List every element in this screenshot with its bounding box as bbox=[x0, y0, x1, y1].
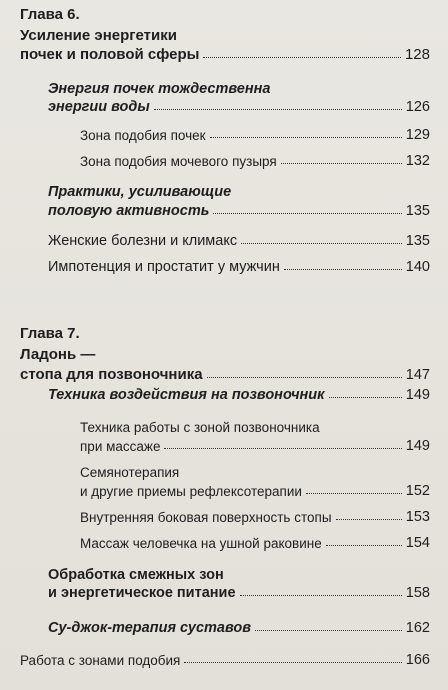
toc-entry-ear-massage[interactable] bbox=[80, 535, 430, 551]
page-number: 140 bbox=[405, 259, 430, 275]
entry-seed-therapy-line2: и другие приемы рефлексотерапии bbox=[80, 484, 302, 499]
entry-title: Импотенция и простатит у мужчин bbox=[48, 259, 280, 275]
page-number: 135 bbox=[405, 203, 430, 219]
section-adjacent-zones-line2: и энергетическое питание bbox=[48, 585, 236, 601]
dot-leader bbox=[184, 661, 401, 663]
page-number: 135 bbox=[405, 233, 430, 249]
dot-leader bbox=[241, 242, 402, 244]
entry-spine-zone-line1: Техника работы с зоной позвоночника bbox=[80, 420, 320, 435]
toc-entry-impotence[interactable] bbox=[48, 259, 430, 275]
entry-title: Массаж человечка на ушной раковине bbox=[80, 536, 322, 551]
dot-leader bbox=[336, 518, 402, 520]
toc-entry-spine-zone[interactable] bbox=[80, 438, 430, 454]
entry-title: Работа с зонами подобия bbox=[20, 653, 181, 668]
toc-entry-kidney-zone[interactable] bbox=[80, 127, 430, 143]
page-number: 149 bbox=[405, 387, 430, 403]
toc-entry-chapter-6[interactable] bbox=[20, 46, 430, 63]
toc-entry-female-diseases[interactable] bbox=[48, 233, 430, 249]
toc-entry-foot-surface[interactable] bbox=[80, 509, 430, 525]
entry-spine-zone-line2: при массаже bbox=[80, 439, 161, 454]
toc-entry-chapter-7[interactable] bbox=[20, 366, 430, 383]
page-number: 166 bbox=[405, 652, 430, 668]
entry-title: Зона подобия почек bbox=[80, 128, 206, 143]
entry-title: Техника воздействия на позвоночник bbox=[48, 387, 325, 403]
entry-title: Су-джок-терапия суставов bbox=[48, 620, 251, 636]
page-number: 153 bbox=[405, 509, 430, 525]
dot-leader bbox=[207, 376, 402, 378]
toc-entry-bladder-zone[interactable] bbox=[80, 153, 430, 169]
page-number: 158 bbox=[405, 585, 430, 601]
toc-entry-spine-technique[interactable] bbox=[48, 387, 430, 403]
dot-leader bbox=[164, 447, 401, 449]
page-number: 154 bbox=[405, 535, 430, 551]
section-kidney-energy-line1: Энергия почек тождественна bbox=[48, 81, 271, 97]
dot-leader bbox=[326, 544, 402, 546]
toc-entry-joints-therapy[interactable] bbox=[48, 620, 430, 636]
toc-entry-adjacent-zones[interactable] bbox=[48, 585, 430, 601]
dot-leader bbox=[240, 594, 402, 596]
page-number: 128 bbox=[404, 46, 430, 63]
dot-leader bbox=[284, 268, 402, 270]
dot-leader bbox=[154, 108, 402, 110]
chapter-7-title-line2: стопа для позвоночника bbox=[20, 366, 203, 383]
dot-leader bbox=[329, 396, 402, 398]
dot-leader bbox=[213, 212, 401, 214]
section-kidney-energy-line2: энергии воды bbox=[48, 99, 150, 115]
page-number: 162 bbox=[405, 620, 430, 636]
page-number: 132 bbox=[405, 153, 430, 169]
entry-seed-therapy-line1: Семянотерапия bbox=[80, 465, 180, 480]
section-practices-line1: Практики, усиливающие bbox=[48, 184, 232, 200]
dot-leader bbox=[281, 162, 402, 164]
chapter-7-title-line1: Ладонь — bbox=[20, 346, 96, 363]
page-number: 147 bbox=[405, 367, 430, 383]
dot-leader bbox=[306, 492, 402, 494]
dot-leader bbox=[210, 136, 402, 138]
entry-title: Внутренняя боковая поверхность стопы bbox=[80, 510, 332, 525]
toc-entry-seed-therapy[interactable] bbox=[80, 483, 430, 499]
entry-title: Женские болезни и климакс bbox=[48, 233, 238, 249]
toc-entry-practices[interactable] bbox=[48, 203, 430, 219]
section-adjacent-zones-line1: Обработка смежных зон bbox=[48, 567, 224, 583]
page-number: 129 bbox=[405, 127, 430, 143]
dot-leader bbox=[255, 629, 402, 631]
toc-entry-kidney-energy[interactable] bbox=[48, 99, 430, 115]
chapter-6-title-line1: Усиление энергетики bbox=[20, 27, 177, 44]
chapter-6-label: Глава 6. bbox=[20, 6, 80, 23]
chapter-7-label: Глава 7. bbox=[20, 325, 80, 342]
toc-entry-similarity-zones[interactable] bbox=[20, 652, 430, 668]
section-practices-line2: половую активность bbox=[48, 203, 210, 219]
dot-leader bbox=[203, 56, 401, 58]
page-number: 152 bbox=[405, 483, 430, 499]
page-number: 149 bbox=[405, 438, 430, 454]
page-number: 126 bbox=[405, 99, 430, 115]
entry-title: Зона подобия мочевого пузыря bbox=[80, 154, 277, 169]
chapter-6-title-line2: почек и половой сферы bbox=[20, 46, 200, 63]
